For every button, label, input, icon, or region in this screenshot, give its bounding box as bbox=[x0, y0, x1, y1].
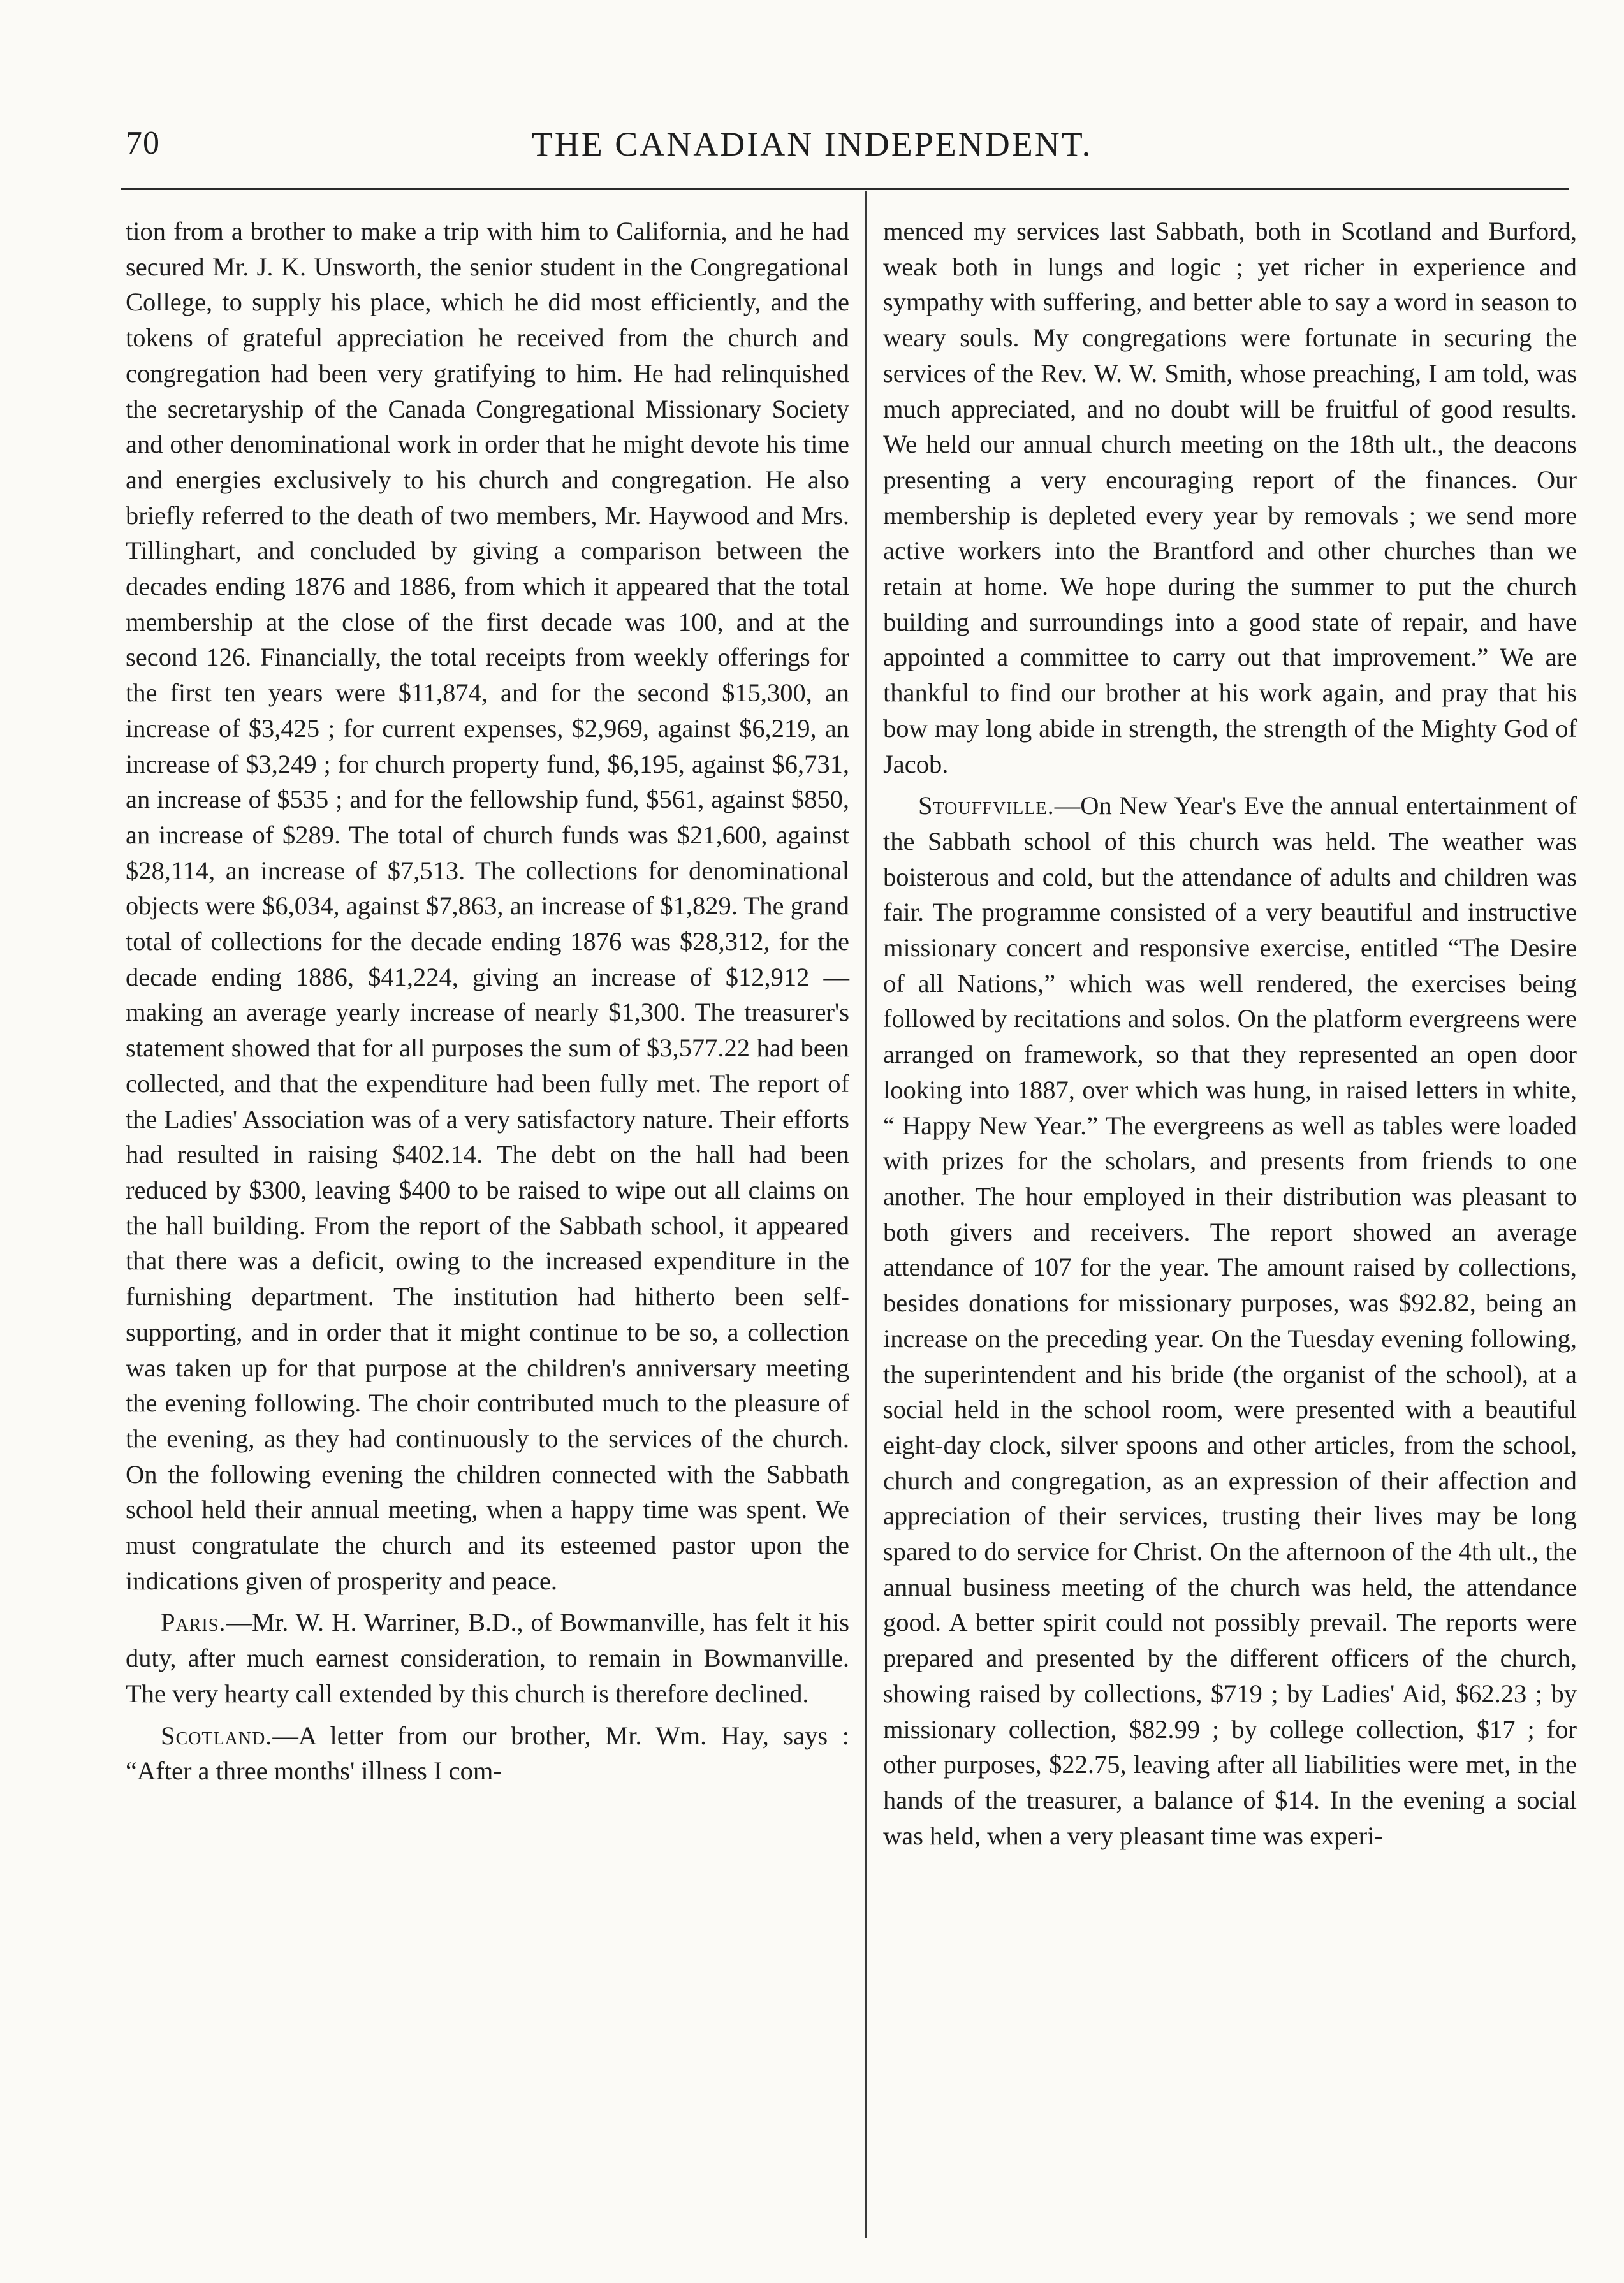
page-title: THE CANADIAN INDEPENDENT. bbox=[531, 125, 1093, 163]
paris-paragraph bbox=[126, 1605, 849, 1711]
scotland-paragraph bbox=[126, 1718, 849, 1789]
column-divider bbox=[865, 191, 867, 2238]
right-column bbox=[883, 214, 1577, 1853]
stouffville-text: —On New Year's Eve the annual entertainment of the Sabbath school of this church was held. The weather was boisterous and cold, but the attendance of adults and children was fair. The programme consisted of a very beautiful and instructive missionary concert and responsive exercise, entitled “The Desire of all Nations,” which was well rendered, the exercises being followed by recitations and solos. On the platform evergreens were arranged on framework, so that they represented an open door looking into 1887, over which was hung, in raised letters in white, “ Happy New Year.” The evergreens as well as tables were loaded with prizes for the scholars, and presents from friends to one another. The hour employed in their distribution was pleasant to both givers and receivers. The report showed an average attendance of 107 for the year. The amount raised by collections, besides donations for missionary purposes, was $92.82, being an increase on the preceding year. On the Tuesday evening following, the superintendent and his bride (the organist of the school), at a social held in the school room, were presented with a beautiful eight-day clock, silver spoons and other articles, from the school, church and congregation, as an expression of their affection and appreciation of their services, trusting their lives may be long spared to do service for Christ. On the afternoon of the 4th ult., the annual business meeting of the church was held, the attendance good. A better spirit could not possibly prevail. The reports were prepared and presented by the different officers of the church, showing raised by collections, $719 ; by Ladies' Aid, $62.23 ; by missionary collection, $82.99 ; by college collection, $17 ; for other purposes, $22.75, leaving after all liabilities were met, in the hands of the treasurer, a balance of $14. In the evening a social was held, when a very pleasant time was experi- bbox=[883, 791, 1577, 1850]
article-continuation: tion from a brother to make a trip with him to California, and he had secured Mr. J. K. Unsworth, the senior student in the Congregational College, to supply his place, which he did most efficiently, and the tokens of grateful appreciation he received from the church and congregation had been very gratifying to him. He had relinquished the secretaryship of the Canada Congregational Missionary Society and other denominational work in order that he might devote his time and energies exclusively to his church and congregation. He also briefly referred to the death of two members, Mr. Haywood and Mrs. Tillinghart, and concluded by giving a comparison between the decades ending 1876 and 1886, from which it appeared that the total membership at the close of the first decade was 100, and at the second 126. Financially, the total receipts from weekly offerings for the first ten years were $11,874, and for the second $15,300, an increase of $3,425 ; for current expenses, $2,969, against $6,219, an increase of $3,249 ; for church property fund, $6,195, against $6,731, an increase of $535 ; and for the fellowship fund, $561, against $850, an increase of $289. The total of church funds was $21,600, against $28,114, an increase of $7,513. The collections for denominational objects were $6,034, against $7,863, an increase of $1,829. The grand total of collections for the decade ending 1876 was $28,312, for the decade ending 1886, $41,224, giving an increase of $12,912 —making an average yearly increase of nearly $1,300. The treasurer's statement showed that for all purposes the sum of $3,577.22 had been collected, and that the expenditure had been fully met. The report of the Ladies' Association was of a very satisfactory nature. Their efforts had resulted in raising $402.14. The debt on the hall had been reduced by $300, leaving $400 to be raised to wipe out all claims on the hall building. From the report of the Sabbath school, it appeared that there was a deficit, owing to the increased expenditure in the furnishing department. The institution had hitherto been self-supporting, and in order that it might continue to be so, a collection was taken up for that purpose at the children's anniversary meeting the evening following. The choir contributed much to the pleasure of the evening, as they had continuously to the services of the church. On the following evening the children connected with the Sabbath school held their annual meeting, when a happy time was spent. We must congratulate the church and its esteemed pastor upon the indications given of prosperity and peace. bbox=[126, 217, 849, 1595]
paris-text: —Mr. W. H. Warriner, B.D., of Bowmanville, has felt it his duty, after much earnest consideration, to remain in Bowmanville. The very hearty call extended by this church is therefore declined. bbox=[126, 1608, 849, 1708]
stouffville-paragraph bbox=[883, 788, 1577, 1853]
stouffville-heading: Stouffville. bbox=[918, 791, 1055, 821]
header-rule bbox=[121, 188, 1569, 190]
scotland-text: —A letter from our brother, Mr. Wm. Hay, says : “After a three months' illness I com- bbox=[126, 1721, 849, 1786]
left-column bbox=[126, 214, 849, 1789]
paris-heading: Paris. bbox=[161, 1608, 226, 1637]
page-number: 70 bbox=[126, 125, 160, 161]
scotland-heading: Scotland. bbox=[161, 1721, 273, 1750]
scotland-letter-continuation: menced my services last Sabbath, both in Scotland and Burford, weak both in lungs and logic ; yet richer in experience and sympathy with suffering, and better able to say a word in season to weary souls. My congregations were fortunate in securing the services of the Rev. W. W. Smith, whose preaching, I am told, was much appreciated, and no doubt will be fruitful of good results. We held our annual church meeting on the 18th ult., the deacons presenting a very encouraging report of the finances. Our membership is depleted every year by removals ; we send more active workers into the Brantford and other churches than we retain at home. We hope during the summer to put the church building and surroundings into a good state of repair, and have appointed a committee to carry out that improvement.” We are thankful to find our brother at his work again, and pray that his bow may long abide in strength, the strength of the Mighty God of Jacob. bbox=[883, 217, 1577, 778]
